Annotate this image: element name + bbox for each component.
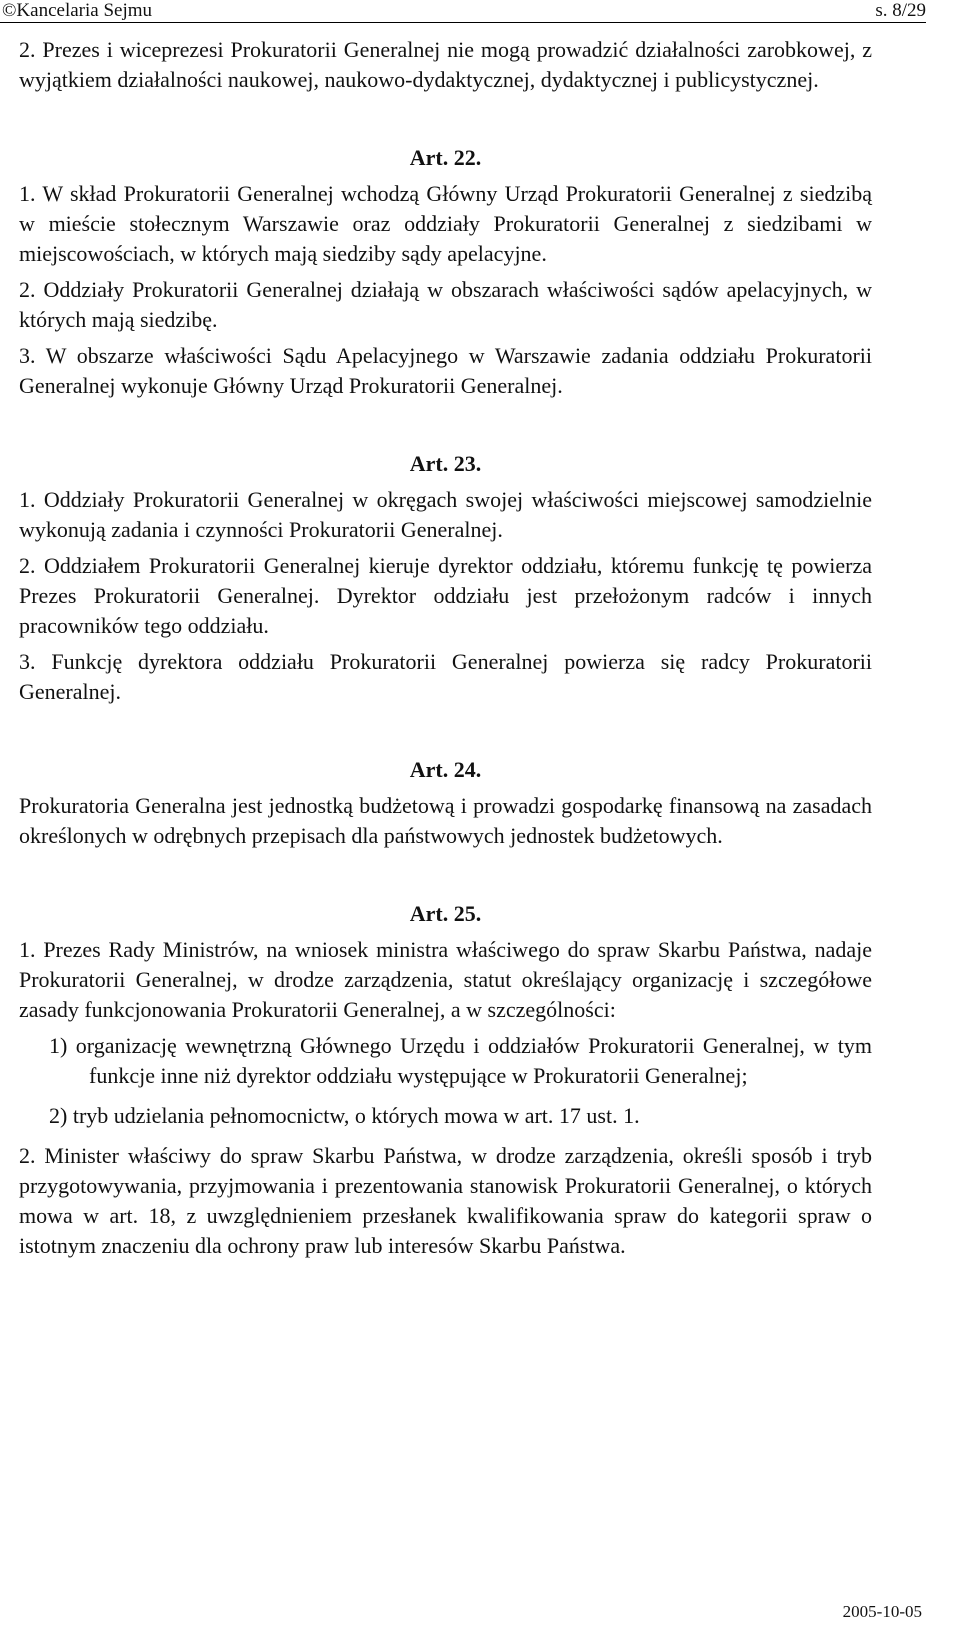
footer-date: 2005-10-05 bbox=[842, 1602, 922, 1621]
document-body bbox=[19, 35, 872, 1267]
header-divider bbox=[0, 22, 926, 23]
source-label: ©Kancelaria Sejmu bbox=[2, 0, 153, 21]
article-heading: Art. 24. bbox=[409, 757, 482, 782]
list-item: 2) tryb udzielania pełnomocnictw, o których mowa w art. 17 ust. 1. bbox=[49, 1103, 640, 1128]
paragraph: 3. W obszarze właściwości Sądu Apelacyjnego w Warszawie zadania oddziału Prokuratorii Generalnej wykonuje Główny Urząd Prokuratorii Generalnej. bbox=[19, 343, 872, 398]
paragraph: 2. Oddziały Prokuratorii Generalnej działają w obszarach właściwości sądów apelacyjnych, w których mają siedzibę. bbox=[19, 277, 872, 332]
page-number: s. 8/29 bbox=[875, 0, 926, 21]
paragraph: 1. Oddziały Prokuratorii Generalnej w okręgach swojej właściwości miejscowej samodzielnie wykonują zadania i czynności Prokuratorii Generalnej. bbox=[19, 487, 872, 542]
paragraph: 2. Prezes i wiceprezesi Prokuratorii Generalnej nie mogą prowadzić działalności zarobkowej, z wyjątkiem działalności naukowej, naukowo-dydaktycznej, dydaktycznej i publicystycznej. bbox=[19, 37, 872, 92]
article-heading: Art. 23. bbox=[409, 451, 482, 476]
paragraph: 3. Funkcję dyrektora oddziału Prokuratorii Generalnej powierza się radcy Prokuratorii Generalnej. bbox=[19, 649, 872, 704]
article-heading: Art. 22. bbox=[409, 145, 482, 170]
article-heading: Art. 25. bbox=[409, 901, 482, 926]
page-header bbox=[0, 0, 960, 22]
paragraph: Prokuratoria Generalna jest jednostką budżetową i prowadzi gospodarkę finansową na zasadach określonych w odrębnych przepisach dla państwowych jednostek budżetowych. bbox=[19, 793, 872, 848]
paragraph: 2. Minister właściwy do spraw Skarbu Państwa, w drodze zarządzenia, określi sposób i tryb przygotowywania, przyjmowania i prezentowania stanowisk Prokuratorii Generalnej, o których mowa w art. 18, z uwzględnieniem przesłanek kwalifikowania spraw do kategorii spraw o istotnym znaczeniu dla ochrony praw lub interesów Skarbu Państwa. bbox=[19, 1143, 872, 1258]
paragraph: 1. Prezes Rady Ministrów, na wniosek ministra właściwego do spraw Skarbu Państwa, nadaje Prokuratorii Generalnej, w drodze zarządzenia, statut określający organizację i szczegółowe zasady funkcjonowania Prokuratorii Generalnej, a w szczególności: bbox=[19, 937, 872, 1022]
paragraph: 2. Oddziałem Prokuratorii Generalnej kieruje dyrektor oddziału, któremu funkcję tę powierza Prezes Prokuratorii Generalnej. Dyrektor oddziału jest przełożonym radców i innych pracowników tego oddziału. bbox=[19, 553, 872, 638]
paragraph: 1. W skład Prokuratorii Generalnej wchodzą Główny Urząd Prokuratorii Generalnej z siedzibą w mieście stołecznym Warszawie oraz oddziały Prokuratorii Generalnej z siedzibami w miejscowościach, w których mają siedziby sądy apelacyjne. bbox=[19, 181, 872, 266]
list-item: 1) organizację wewnętrzną Głównego Urzędu i oddziałów Prokuratorii Generalnej, w tym funkcje inne niż dyrektor oddziału występujące w Prokuratorii Generalnej; bbox=[49, 1033, 872, 1088]
